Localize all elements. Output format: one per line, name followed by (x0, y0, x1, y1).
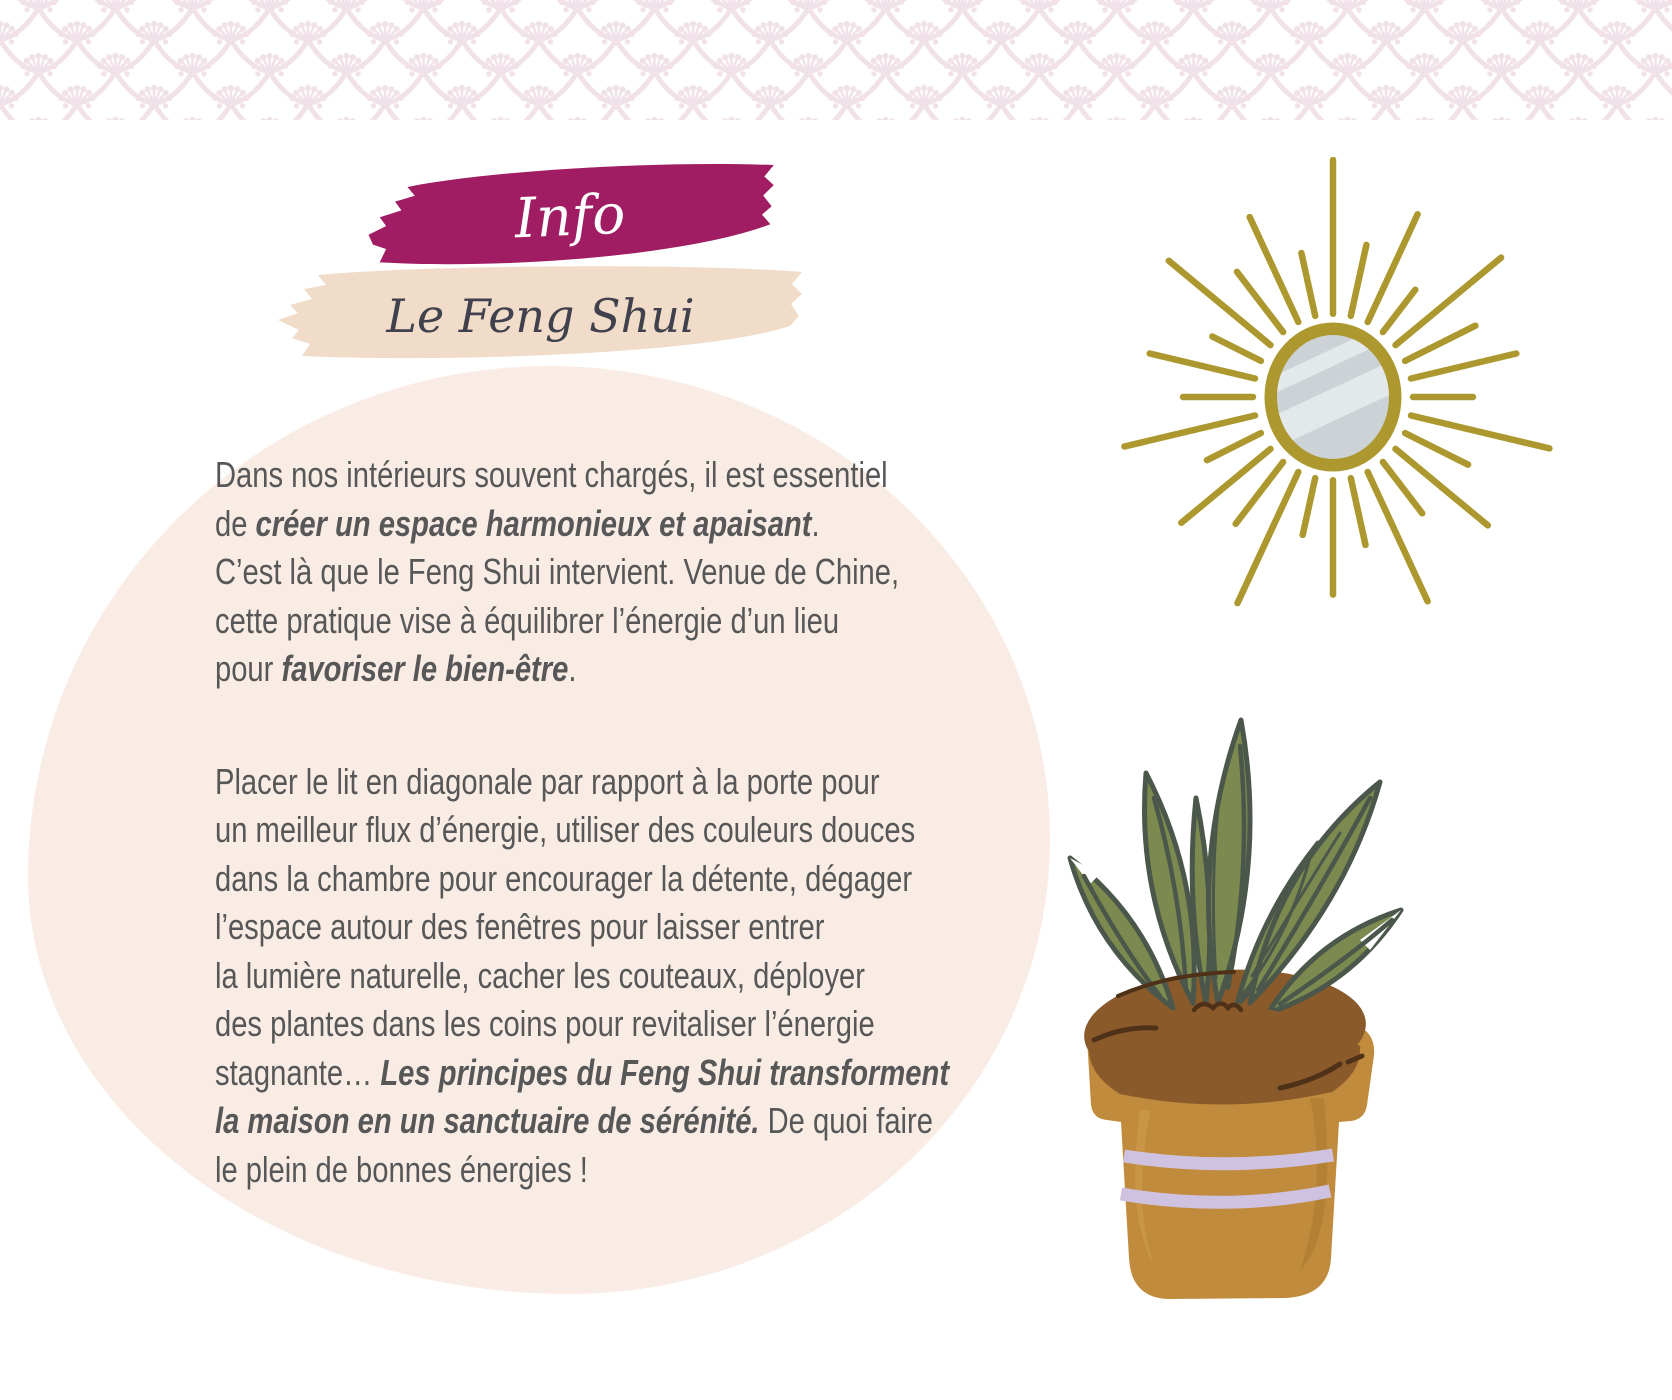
topic-badge (268, 262, 813, 370)
fan-pattern-band (0, 0, 1672, 120)
body-paragraph-1: Dans nos intérieurs souvent chargés, il est essentiel de créer un espace harmonieux et apaisant. C’est là que le Feng Shui intervient. Venue de Chine, cette pratique vise à équilibrer l’énergie d’un lieu pour favoriser le bien-être. (215, 454, 900, 689)
plant-leaves (1070, 720, 1401, 1013)
body-paragraph-2: Placer le lit en diagonale par rapport à la porte pour un meilleur flux d’énergie, utiliser des couleurs douces dans la chambre pour encourager la détente, dégager l’espace autour des fenêtres pour laisser entrer la lumière naturelle, cacher les couteaux, déployer des plantes dans les coins pour revitaliser l’énergie stagnante… Les principes du Feng Shui transforment la maison en un sanctuaire de sérénité. De quoi faire le plein de bonnes énergies ! (215, 760, 950, 1190)
sun-mirror-illustration (1098, 157, 1568, 643)
fan-pattern-fill (0, 0, 1672, 120)
potted-plant-illustration (988, 658, 1450, 1310)
topic-badge-label: Le Feng Shui (386, 289, 695, 343)
info-badge-label: Info (513, 181, 627, 251)
